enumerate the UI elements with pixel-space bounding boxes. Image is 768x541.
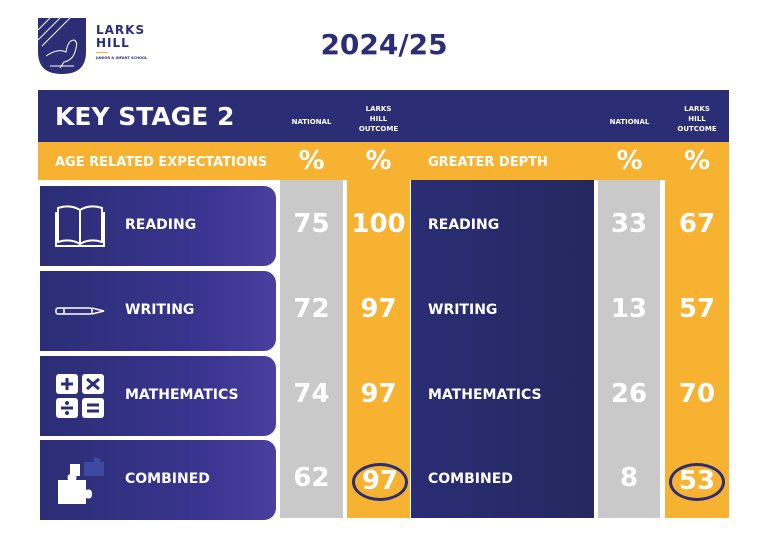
are-national-value: 72 xyxy=(293,294,330,324)
are-larks-value: 97 xyxy=(360,294,397,324)
gd-subject-label: WRITING xyxy=(428,302,498,318)
logo-tagline: JUNIOR & INFANT SCHOOL xyxy=(96,56,148,60)
subject-card xyxy=(40,440,276,520)
key-stage-title: KEY STAGE 2 xyxy=(55,102,235,131)
gd-national-value: 26 xyxy=(610,379,648,409)
percent-label: % xyxy=(298,146,325,176)
percent-label: % xyxy=(616,146,643,176)
gd-subject-label: COMBINED xyxy=(428,471,513,487)
are-national-value: 75 xyxy=(293,209,330,239)
gd-subject-label: READING xyxy=(428,217,500,233)
are-larks-value: 97 xyxy=(352,463,408,501)
subject-card xyxy=(40,271,276,351)
subject-card xyxy=(40,186,276,266)
are-larks-value: 100 xyxy=(351,209,406,239)
national-header-gd: NATIONAL xyxy=(609,118,650,126)
are-larks-value: 97 xyxy=(360,379,397,409)
open-book-icon xyxy=(54,202,106,250)
gd-larks-value: 57 xyxy=(678,294,716,324)
gd-heading: GREATER DEPTH xyxy=(428,155,548,170)
are-heading: AGE RELATED EXPECTATIONS xyxy=(55,155,268,170)
subject-label: READING xyxy=(125,217,197,233)
page-title: 2024/25 xyxy=(320,28,448,61)
gd-subject-label: MATHEMATICS xyxy=(428,387,542,403)
larks-header: LARKS HILL OUTCOME xyxy=(358,105,399,133)
pen-icon xyxy=(54,287,106,335)
percent-label: % xyxy=(683,146,711,176)
percent-label: % xyxy=(365,146,392,176)
national-header: NATIONAL xyxy=(291,118,332,126)
subject-label: WRITING xyxy=(125,302,195,318)
subject-label: MATHEMATICS xyxy=(125,387,239,403)
gd-national-value: 13 xyxy=(610,294,648,324)
calculator-icon xyxy=(54,372,106,420)
logo-line2: HILL xyxy=(96,36,130,50)
gd-larks-value: 53 xyxy=(669,463,725,501)
gd-larks-value: 70 xyxy=(678,379,716,409)
subject-label: COMBINED xyxy=(125,471,210,487)
gd-national-value: 8 xyxy=(619,463,639,493)
subject-card xyxy=(40,356,276,436)
logo-line1: LARKS xyxy=(96,23,146,37)
are-national-value: 74 xyxy=(293,379,330,409)
are-national-value: 62 xyxy=(293,463,330,493)
larks-header-gd: LARKS HILL OUTCOME xyxy=(677,105,717,133)
gd-larks-value: 67 xyxy=(678,209,716,239)
puzzle-icon xyxy=(54,456,106,504)
gd-national-value: 33 xyxy=(610,209,648,239)
